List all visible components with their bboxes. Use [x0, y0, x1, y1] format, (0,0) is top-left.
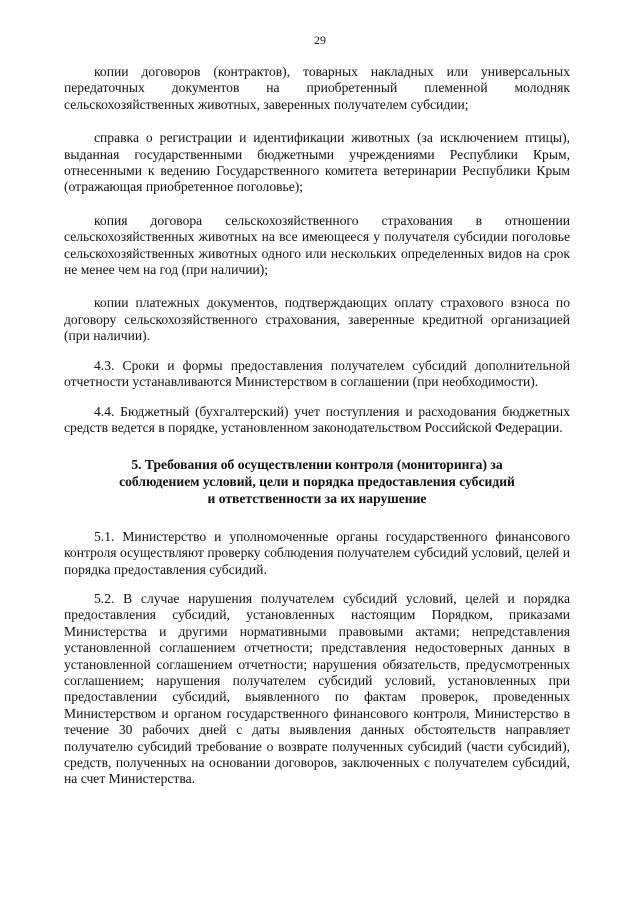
section-heading-line: соблюдением условий, цели и порядка предоставления субсидий	[119, 474, 515, 490]
document-body	[64, 64, 570, 788]
paragraph-4-3: 4.3. Сроки и формы предоставления получателем субсидий дополнительной отчетности устанавливаются Министерством в соглашении (при необходимости).	[64, 357, 570, 390]
paragraph-registration-certificate: справка о регистрации и идентификации животных (за исключением птицы), выданная государственными бюджетными учреждениями Республики Крым, отнесенными к ведению Государственного комитета ветеринарии Республики Крым (отражающая приобретенное поголовье);	[64, 130, 570, 195]
paragraph-payment-documents: копии платежных документов, подтверждающих оплату страхового взноса по договору сельскохозяйственного страхования, заверенные кредитной организацией (при наличии).	[64, 295, 570, 344]
paragraph-4-4: 4.4. Бюджетный (бухгалтерский) учет поступления и расходования бюджетных средств ведется в порядке, установленном законодательством Российской Федерации.	[64, 403, 570, 435]
paragraph-5-2: 5.2. В случае нарушения получателем субсидий условий, целей и порядка предоставления субсидий, установленных настоящим Порядком, приказами Министерства и другими нормативными правовыми актами; непредставления установленной соглашением отчетности; представления недостоверных данных в установленной соглашением отчетности; нарушения обязательств, предусмотренных соглашением; нарушения получателем субсидий условий, установленных при предоставлении субсидий, выявленного по фактам проверок, проведенных Министерством и органом государственного финансового контроля, Министерство в течение 30 рабочих дней с даты выявления данных обстоятельств направляет получателю субсидий требование о возврате полученных субсидий (части субсидий), средств, полученных на основании договоров, заключенных с получателем субсидий, на счет Министерства.	[64, 590, 570, 787]
section-heading-line: и ответственности за их нарушение	[207, 490, 427, 506]
paragraph-contract-copies: копии договоров (контрактов), товарных накладных или универсальных передаточных документов на приобретенный племенной молодняк сельскохозяйственных животных, заверенных получателем субсидии;	[64, 64, 570, 112]
page-number: 29	[314, 33, 326, 47]
paragraph-5-1: 5.1. Министерство и уполномоченные органы государственного финансового контроля осуществляют проверку соблюдения получателем субсидий условий, целей и порядка предоставления субсидий.	[64, 528, 570, 577]
section-5-heading	[64, 457, 570, 507]
section-heading-line: 5. Требования об осуществлении контроля (мониторинга) за	[131, 457, 503, 473]
paragraph-insurance-contract: копия договора сельскохозяйственного страхования в отношении сельскохозяйственных животных на все имеющееся у получателя субсидии поголовье сельскохозяйственных животных одного или нескольких определенных видов на срок не менее чем на год (при наличии);	[64, 212, 570, 278]
